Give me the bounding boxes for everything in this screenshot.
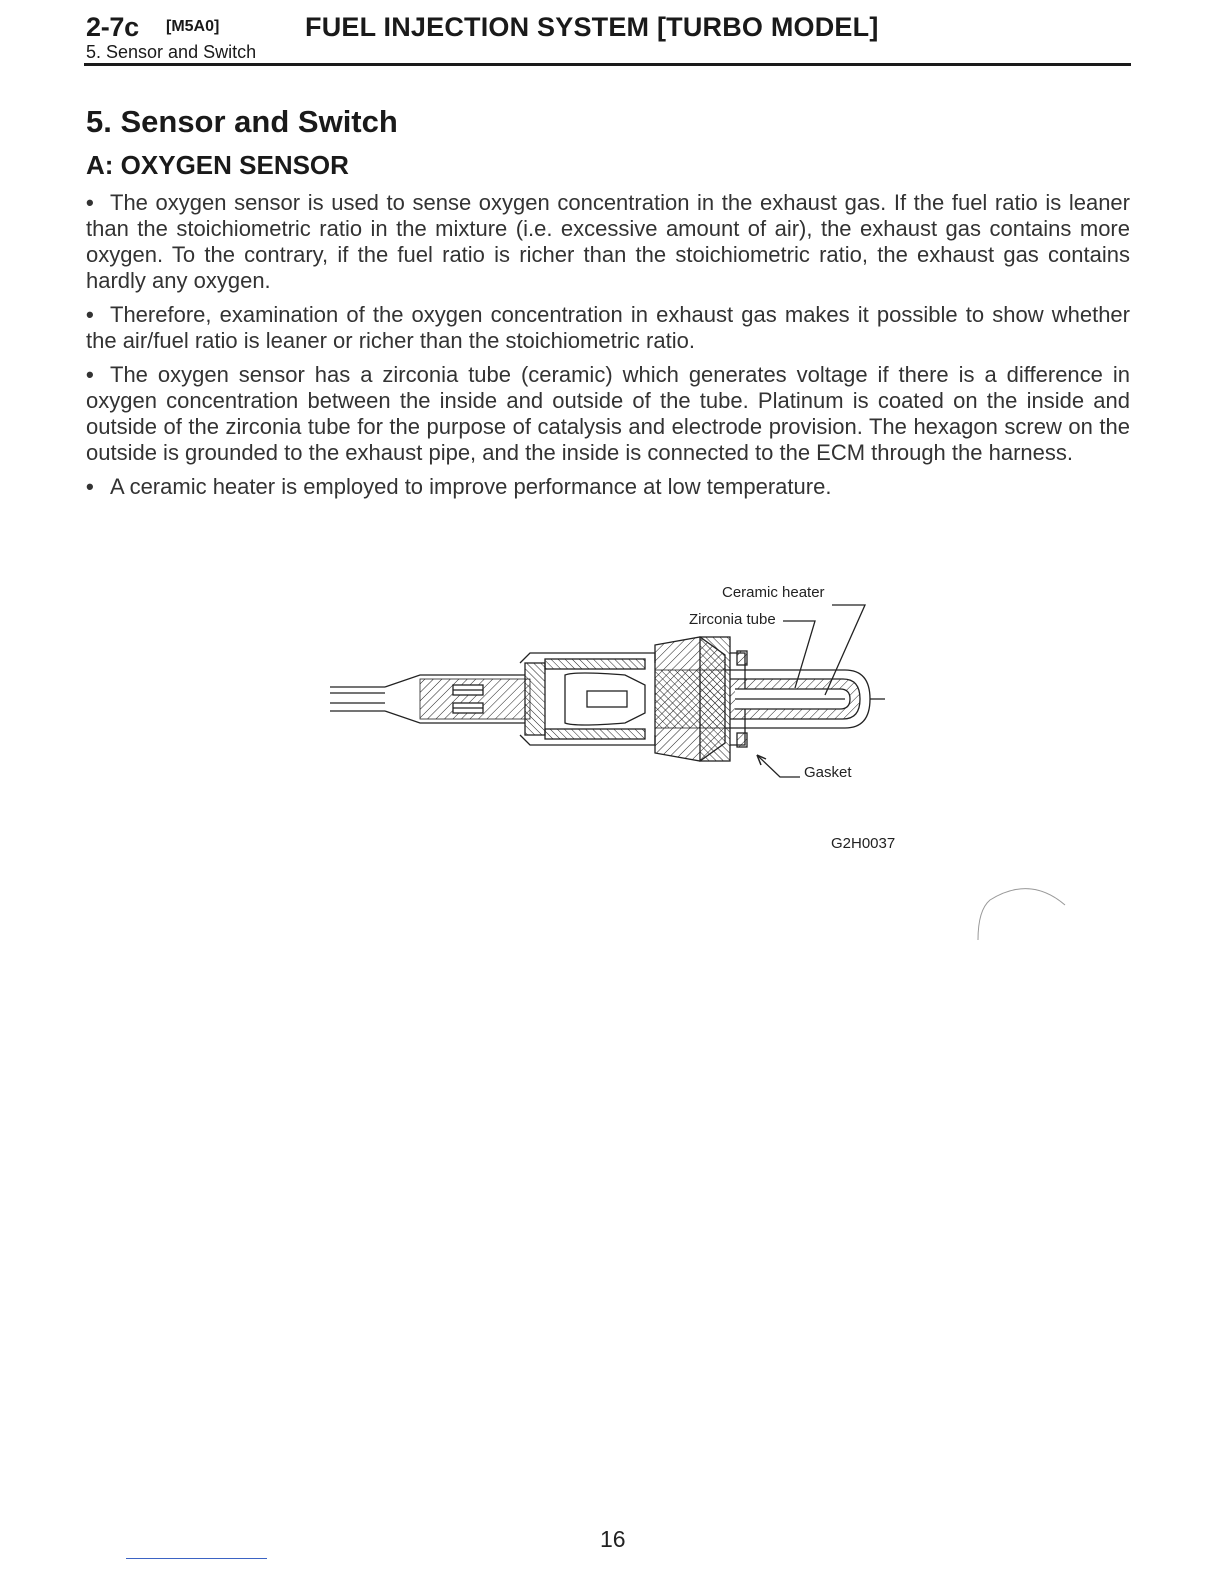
header-code: 2-7c [86,12,139,42]
page-number: 16 [600,1526,626,1552]
header-subtitle: 5. Sensor and Switch [86,42,257,62]
section-subtitle: A: OXYGEN SENSOR [86,150,349,180]
oxygen-sensor-diagram [325,575,915,805]
bullet-dot-icon: • [86,362,94,387]
bullet-dot-icon: • [86,474,94,499]
header-title: FUEL INJECTION SYSTEM [TURBO MODEL] [305,12,879,42]
bullet-item: • The oxygen sensor has a zirconia tube (ceramic) which generates voltage if there is a difference in oxygen concentration between the inside and outside of the tube. Platinum is coated on the inside and outside of the zirconia tube for the purpose of catalysis and electrode provision. The hexagon screw on the outside is grounded to the exhaust pipe, and the inside is connected to the ECM through the harness. [86,362,1130,465]
bullet-item: • Therefore, examination of the oxygen concentration in exhaust gas makes it possible to show whether the air/fuel ratio is leaner or richer than the stoichiometric ratio. [86,302,1130,353]
bullet-list [86,190,1130,508]
header-rule [84,63,1131,66]
bullet-dot-icon: • [86,302,94,327]
header-tag: [M5A0] [166,18,220,35]
bullet-item: • The oxygen sensor is used to sense oxygen concentration in the exhaust gas. If the fuel ratio is leaner than the stoichiometric ratio in the mixture (i.e. excessive amount of air), the exhaust gas contains more oxygen. To the contrary, if the fuel ratio is richer than the stoichiometric ratio, the exhaust gas contains hardly any oxygen. [86,190,1130,293]
bullet-dot-icon: • [86,190,94,215]
figure-id: G2H0037 [831,835,896,852]
label-gasket: Gasket [804,764,852,781]
scan-artifact [970,880,1070,950]
label-ceramic-heater: Ceramic heater [722,584,825,601]
footer-rule [126,1558,267,1559]
section-title: 5. Sensor and Switch [86,104,398,139]
label-zirconia-tube: Zirconia tube [689,611,776,628]
bullet-item: • A ceramic heater is employed to improve performance at low temperature. [86,474,832,499]
